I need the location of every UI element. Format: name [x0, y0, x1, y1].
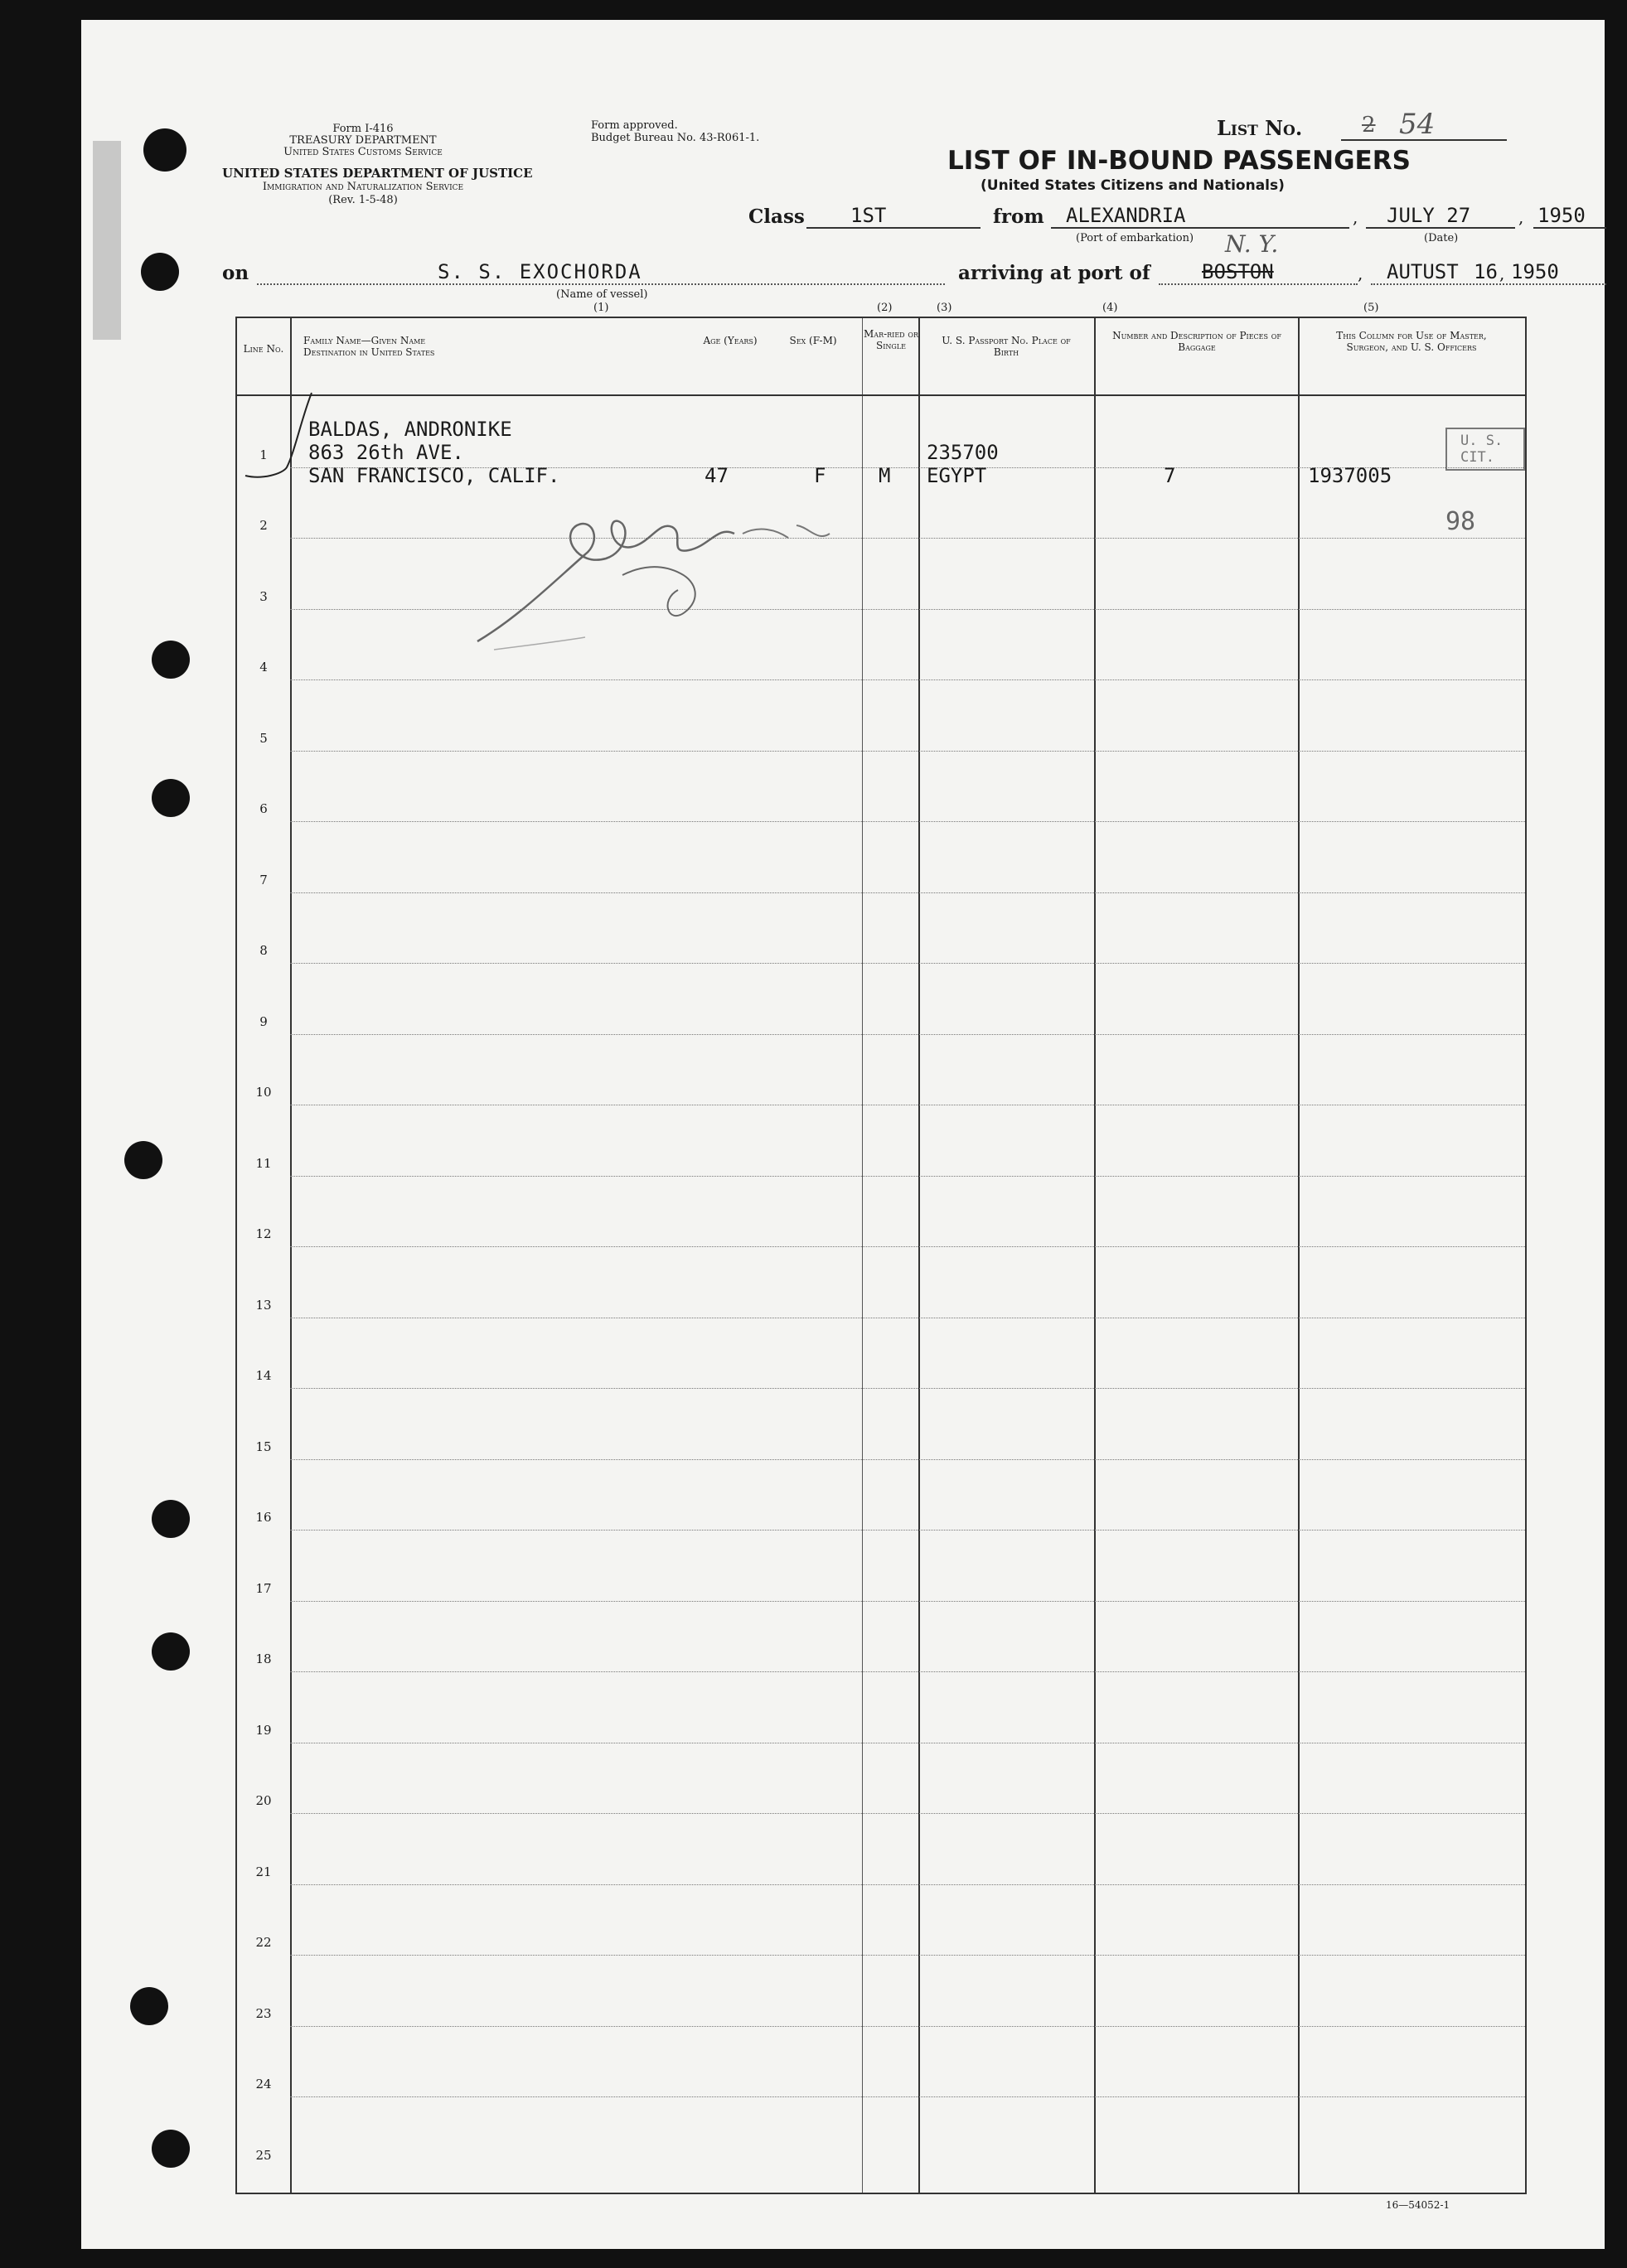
row-rule — [290, 751, 1525, 752]
row-number: 14 — [255, 1368, 272, 1383]
punch-hole — [152, 1500, 190, 1538]
class-line — [806, 227, 981, 229]
column-number-3: (3) — [937, 302, 952, 314]
row-rule — [290, 1388, 1525, 1389]
document-subtitle: (United States Citizens and Nationals) — [981, 177, 1285, 194]
row-number: 23 — [255, 2005, 272, 2021]
date-caption: (Date) — [1424, 232, 1459, 244]
officer-number: 1937005 — [1308, 464, 1392, 487]
arriving-label: arriving at port of — [958, 262, 1150, 284]
row-number: 16 — [255, 1510, 272, 1525]
form-number: Form I-416 — [332, 123, 394, 135]
row-rule — [290, 1246, 1525, 1247]
row-number: 18 — [255, 1651, 272, 1666]
column-number-5: (5) — [1363, 302, 1379, 314]
form-approved: Form approved. — [591, 119, 678, 132]
header-separator — [237, 394, 1525, 396]
row-number: 3 — [259, 588, 268, 604]
departure-year: 1950 — [1537, 204, 1586, 227]
column-header-age: Age (Years) — [703, 335, 758, 346]
list-number-struck: 2 — [1362, 113, 1376, 138]
column-divider — [918, 318, 920, 2193]
arrival-year: 1950 — [1511, 260, 1559, 283]
checkmark-icon — [237, 384, 328, 484]
embarkation-port: ALEXANDRIA — [1066, 204, 1186, 227]
row-rule — [290, 679, 1525, 680]
passenger-sex: F — [814, 464, 826, 487]
margin-number: 98 — [1445, 507, 1476, 536]
passport-number: 235700 — [927, 441, 999, 464]
customs-service: United States Customs Service — [283, 146, 443, 158]
column-header-officers: This Column for Use of Master, Surgeon, and U. S. Officers — [1336, 330, 1487, 353]
arrival-month: AUTUST — [1387, 260, 1459, 283]
revision-date: (Rev. 1-5-48) — [328, 194, 398, 206]
column-divider — [290, 318, 292, 2193]
row-number: 6 — [259, 801, 268, 816]
comma-separator-3: , — [1358, 264, 1363, 283]
class-label: Class — [748, 206, 805, 228]
punch-hole — [143, 128, 186, 172]
row-number: 13 — [255, 1297, 272, 1313]
row-rule — [290, 2096, 1525, 2097]
row-number: 19 — [255, 1722, 272, 1738]
punch-hole — [152, 2130, 190, 2168]
treasury-department: TREASURY DEPARTMENT — [289, 134, 437, 147]
departure-date: JULY 27 — [1387, 204, 1471, 227]
punch-hole — [124, 1141, 162, 1179]
document-title: LIST OF IN-BOUND PASSENGERS — [947, 146, 1411, 176]
column-header-baggage: Number and Description of Pieces of Baggage — [1112, 330, 1281, 353]
column-header-sex: Sex (F-M) — [789, 335, 837, 346]
column-divider — [1094, 318, 1096, 2193]
arrival-port-struck: BOSTON — [1202, 260, 1274, 283]
column-header-passport: U. S. Passport No. Place of Birth — [942, 335, 1071, 358]
row-rule — [290, 1034, 1525, 1035]
row-rule — [290, 963, 1525, 964]
row-number: 22 — [255, 1935, 272, 1950]
passenger-table — [235, 317, 1527, 2194]
vessel-name: S. S. EXOCHORDA — [438, 260, 642, 283]
column-header-line: Line No. — [243, 343, 284, 355]
on-label: on — [222, 262, 249, 284]
from-line — [1051, 227, 1349, 229]
row-rule — [290, 1459, 1525, 1460]
row-number: 20 — [255, 1793, 272, 1808]
punch-hole — [152, 1632, 190, 1671]
immigration-service: Immigration and Naturalization Service — [262, 181, 464, 193]
row-rule — [290, 892, 1525, 893]
row-rule — [290, 1671, 1525, 1672]
row-rule — [290, 1955, 1525, 1956]
column-divider — [862, 318, 863, 2193]
column-number-2: (2) — [877, 302, 893, 314]
row-number: 24 — [255, 2077, 272, 2091]
row-number: 10 — [255, 1085, 272, 1100]
row-number: 17 — [255, 1580, 272, 1596]
scan-shadow — [93, 141, 121, 340]
passenger-address-line2: SAN FRANCISCO, CALIF. — [308, 464, 560, 487]
baggage-count: 7 — [1164, 464, 1176, 487]
column-divider — [1298, 318, 1300, 2193]
row-number: 25 — [255, 2147, 272, 2163]
date-line — [1366, 227, 1515, 229]
place-of-birth: EGYPT — [927, 464, 987, 487]
row-number: 5 — [259, 730, 268, 746]
embarkation-caption: (Port of embarkation) — [1076, 232, 1194, 244]
footer-code: 16—54052-1 — [1386, 2199, 1450, 2211]
row-rule — [290, 1884, 1525, 1885]
row-number: 7 — [259, 872, 268, 887]
row-number: 11 — [255, 1155, 272, 1171]
vessel-caption: (Name of vessel) — [556, 288, 648, 301]
column-number-1: (1) — [593, 302, 609, 314]
row-number: 8 — [259, 943, 268, 958]
budget-bureau-number: Budget Bureau No. 43-R061-1. — [591, 132, 760, 144]
row-rule — [290, 1601, 1525, 1602]
row-rule — [290, 821, 1525, 822]
arrival-day: 16 — [1474, 260, 1498, 283]
row-rule — [290, 2026, 1525, 2027]
punch-hole — [152, 779, 190, 817]
from-label: from — [993, 206, 1044, 228]
row-number: 21 — [255, 1864, 272, 1879]
passenger-married: M — [879, 464, 891, 487]
row-number: 2 — [259, 518, 268, 533]
row-number: 15 — [255, 1439, 272, 1454]
punch-hole — [141, 253, 179, 291]
passenger-name: BALDAS, ANDRONIKE — [308, 418, 512, 441]
class-value: 1ST — [850, 204, 887, 227]
row-number: 9 — [259, 1013, 268, 1029]
comma-separator-4: , — [1499, 264, 1505, 283]
handwritten-signature — [461, 476, 859, 666]
comma-separator-2: , — [1518, 207, 1524, 227]
row-rule — [290, 1813, 1525, 1814]
punch-hole — [130, 1987, 168, 2025]
column-header-name: Family Name—Given Name Destination in United States — [303, 335, 435, 358]
list-number-label: List No. — [1217, 116, 1303, 140]
column-header-married: Mar-ried or Single — [864, 328, 918, 351]
document-page — [81, 20, 1605, 2249]
port-line — [1159, 283, 1358, 285]
list-number-handwritten: 54 — [1399, 108, 1436, 141]
vessel-line — [257, 283, 945, 285]
row-rule — [290, 1176, 1525, 1177]
row-number: 12 — [255, 1226, 272, 1241]
passenger-address-line1: 863 26th AVE. — [308, 441, 464, 464]
punch-hole — [152, 641, 190, 679]
year-line — [1533, 227, 1606, 229]
row-rule — [290, 1530, 1525, 1531]
justice-department: UNITED STATES DEPARTMENT OF JUSTICE — [222, 166, 533, 181]
row-number: 1 — [259, 447, 268, 462]
us-citizen-stamp: U. S. CIT. — [1445, 428, 1525, 471]
passenger-age: 47 — [705, 464, 729, 487]
arrival-date-line — [1371, 283, 1606, 285]
arrival-port-handwritten: N. Y. — [1225, 230, 1279, 258]
row-number: 4 — [259, 660, 268, 675]
column-number-4: (4) — [1102, 302, 1118, 314]
comma-separator: , — [1353, 207, 1358, 227]
